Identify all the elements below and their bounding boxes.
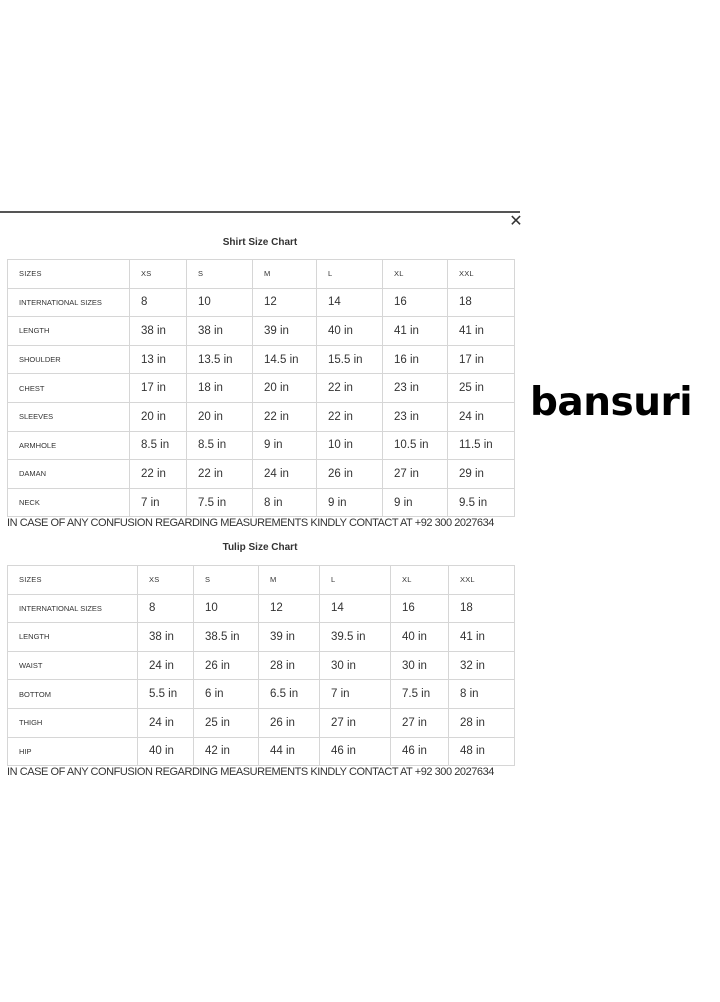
value-cell: 9 in	[253, 431, 317, 460]
row-label-cell: CHEST	[8, 374, 130, 403]
table-row	[8, 737, 515, 766]
table-row	[8, 460, 515, 489]
value-cell: 22 in	[317, 402, 383, 431]
header-cell: M	[253, 260, 317, 289]
value-cell: 24 in	[448, 402, 515, 431]
value-cell: 9 in	[317, 488, 383, 517]
header-cell: XXL	[448, 260, 515, 289]
value-cell: 41 in	[448, 317, 515, 346]
header-cell: XS	[138, 566, 194, 595]
value-cell: 22 in	[253, 402, 317, 431]
row-label-cell: DAMAN	[8, 460, 130, 489]
table-row	[8, 374, 515, 403]
header-cell: L	[317, 260, 383, 289]
table-row	[8, 680, 515, 709]
value-cell: 24 in	[138, 708, 194, 737]
header-cell: XS	[130, 260, 187, 289]
row-label-cell: BOTTOM	[8, 680, 138, 709]
tulip-chart-title: Tulip Size Chart	[222, 542, 298, 553]
table-row	[8, 651, 515, 680]
value-cell: 18	[449, 594, 515, 623]
header-cell: SIZES	[8, 566, 138, 595]
value-cell: 22 in	[187, 460, 253, 489]
row-label-cell: SHOULDER	[8, 345, 130, 374]
header-cell: M	[259, 566, 320, 595]
value-cell: 24 in	[253, 460, 317, 489]
value-cell: 25 in	[194, 708, 259, 737]
value-cell: 6 in	[194, 680, 259, 709]
table-row	[8, 288, 515, 317]
value-cell: 7.5 in	[187, 488, 253, 517]
value-cell: 5.5 in	[138, 680, 194, 709]
value-cell: 12	[253, 288, 317, 317]
value-cell: 10 in	[317, 431, 383, 460]
value-cell: 40 in	[138, 737, 194, 766]
header-cell: S	[187, 260, 253, 289]
value-cell: 17 in	[130, 374, 187, 403]
value-cell: 44 in	[259, 737, 320, 766]
table-row	[8, 708, 515, 737]
table-row	[8, 623, 515, 652]
value-cell: 30 in	[391, 651, 449, 680]
row-label-cell: NECK	[8, 488, 130, 517]
value-cell: 22 in	[317, 374, 383, 403]
shirt-size-table	[7, 259, 515, 517]
table-row	[8, 402, 515, 431]
value-cell: 38 in	[130, 317, 187, 346]
value-cell: 10.5 in	[383, 431, 448, 460]
value-cell: 16	[383, 288, 448, 317]
value-cell: 26 in	[194, 651, 259, 680]
value-cell: 13 in	[130, 345, 187, 374]
value-cell: 23 in	[383, 374, 448, 403]
value-cell: 10	[187, 288, 253, 317]
value-cell: 48 in	[449, 737, 515, 766]
value-cell: 29 in	[448, 460, 515, 489]
value-cell: 22 in	[130, 460, 187, 489]
value-cell: 26 in	[317, 460, 383, 489]
value-cell: 7 in	[320, 680, 391, 709]
value-cell: 8.5 in	[130, 431, 187, 460]
value-cell: 46 in	[391, 737, 449, 766]
value-cell: 39 in	[253, 317, 317, 346]
row-label-cell: THIGH	[8, 708, 138, 737]
row-label-cell: LENGTH	[8, 623, 138, 652]
table-row	[8, 594, 515, 623]
value-cell: 13.5 in	[187, 345, 253, 374]
value-cell: 42 in	[194, 737, 259, 766]
value-cell: 20 in	[130, 402, 187, 431]
row-label-cell: INTERNATIONAL SIZES	[8, 288, 130, 317]
value-cell: 41 in	[449, 623, 515, 652]
value-cell: 6.5 in	[259, 680, 320, 709]
table-row	[8, 345, 515, 374]
value-cell: 38 in	[187, 317, 253, 346]
tulip-header-row	[8, 566, 515, 595]
value-cell: 14.5 in	[253, 345, 317, 374]
value-cell: 39.5 in	[320, 623, 391, 652]
value-cell: 7.5 in	[391, 680, 449, 709]
value-cell: 41 in	[383, 317, 448, 346]
value-cell: 11.5 in	[448, 431, 515, 460]
value-cell: 26 in	[259, 708, 320, 737]
value-cell: 12	[259, 594, 320, 623]
value-cell: 9 in	[383, 488, 448, 517]
tulip-contact-notice: IN CASE OF ANY CONFUSION REGARDING MEASUREMENTS KINDLY CONTACT AT +92 300 2027634	[7, 766, 494, 778]
value-cell: 7 in	[130, 488, 187, 517]
brand-logo: bansuri	[530, 380, 693, 425]
row-label-cell: HIP	[8, 737, 138, 766]
value-cell: 23 in	[383, 402, 448, 431]
value-cell: 38.5 in	[194, 623, 259, 652]
value-cell: 27 in	[391, 708, 449, 737]
shirt-contact-notice: IN CASE OF ANY CONFUSION REGARDING MEASUREMENTS KINDLY CONTACT AT +92 300 2027634	[7, 517, 494, 529]
close-icon[interactable]: ✕	[509, 213, 523, 230]
value-cell: 28 in	[259, 651, 320, 680]
value-cell: 15.5 in	[317, 345, 383, 374]
value-cell: 27 in	[383, 460, 448, 489]
value-cell: 8.5 in	[187, 431, 253, 460]
value-cell: 8 in	[449, 680, 515, 709]
value-cell: 38 in	[138, 623, 194, 652]
table-row	[8, 317, 515, 346]
table-row	[8, 431, 515, 460]
value-cell: 14	[317, 288, 383, 317]
value-cell: 25 in	[448, 374, 515, 403]
row-label-cell: WAIST	[8, 651, 138, 680]
tulip-size-table	[7, 565, 515, 766]
value-cell: 10	[194, 594, 259, 623]
value-cell: 17 in	[448, 345, 515, 374]
value-cell: 20 in	[187, 402, 253, 431]
value-cell: 8 in	[253, 488, 317, 517]
value-cell: 18 in	[187, 374, 253, 403]
shirt-header-row	[8, 260, 515, 289]
value-cell: 16 in	[383, 345, 448, 374]
value-cell: 9.5 in	[448, 488, 515, 517]
header-cell: S	[194, 566, 259, 595]
value-cell: 20 in	[253, 374, 317, 403]
header-cell: SIZES	[8, 260, 130, 289]
row-label-cell: ARMHOLE	[8, 431, 130, 460]
value-cell: 24 in	[138, 651, 194, 680]
value-cell: 8	[138, 594, 194, 623]
table-row	[8, 488, 515, 517]
value-cell: 18	[448, 288, 515, 317]
value-cell: 40 in	[391, 623, 449, 652]
shirt-chart-title: Shirt Size Chart	[222, 237, 298, 248]
value-cell: 8	[130, 288, 187, 317]
row-label-cell: SLEEVES	[8, 402, 130, 431]
value-cell: 14	[320, 594, 391, 623]
value-cell: 27 in	[320, 708, 391, 737]
header-cell: XL	[383, 260, 448, 289]
row-label-cell: INTERNATIONAL SIZES	[8, 594, 138, 623]
value-cell: 30 in	[320, 651, 391, 680]
row-label-cell: LENGTH	[8, 317, 130, 346]
value-cell: 40 in	[317, 317, 383, 346]
value-cell: 32 in	[449, 651, 515, 680]
header-cell: XL	[391, 566, 449, 595]
value-cell: 28 in	[449, 708, 515, 737]
modal-top-divider	[0, 211, 520, 213]
header-cell: XXL	[449, 566, 515, 595]
header-cell: L	[320, 566, 391, 595]
value-cell: 39 in	[259, 623, 320, 652]
value-cell: 16	[391, 594, 449, 623]
value-cell: 46 in	[320, 737, 391, 766]
